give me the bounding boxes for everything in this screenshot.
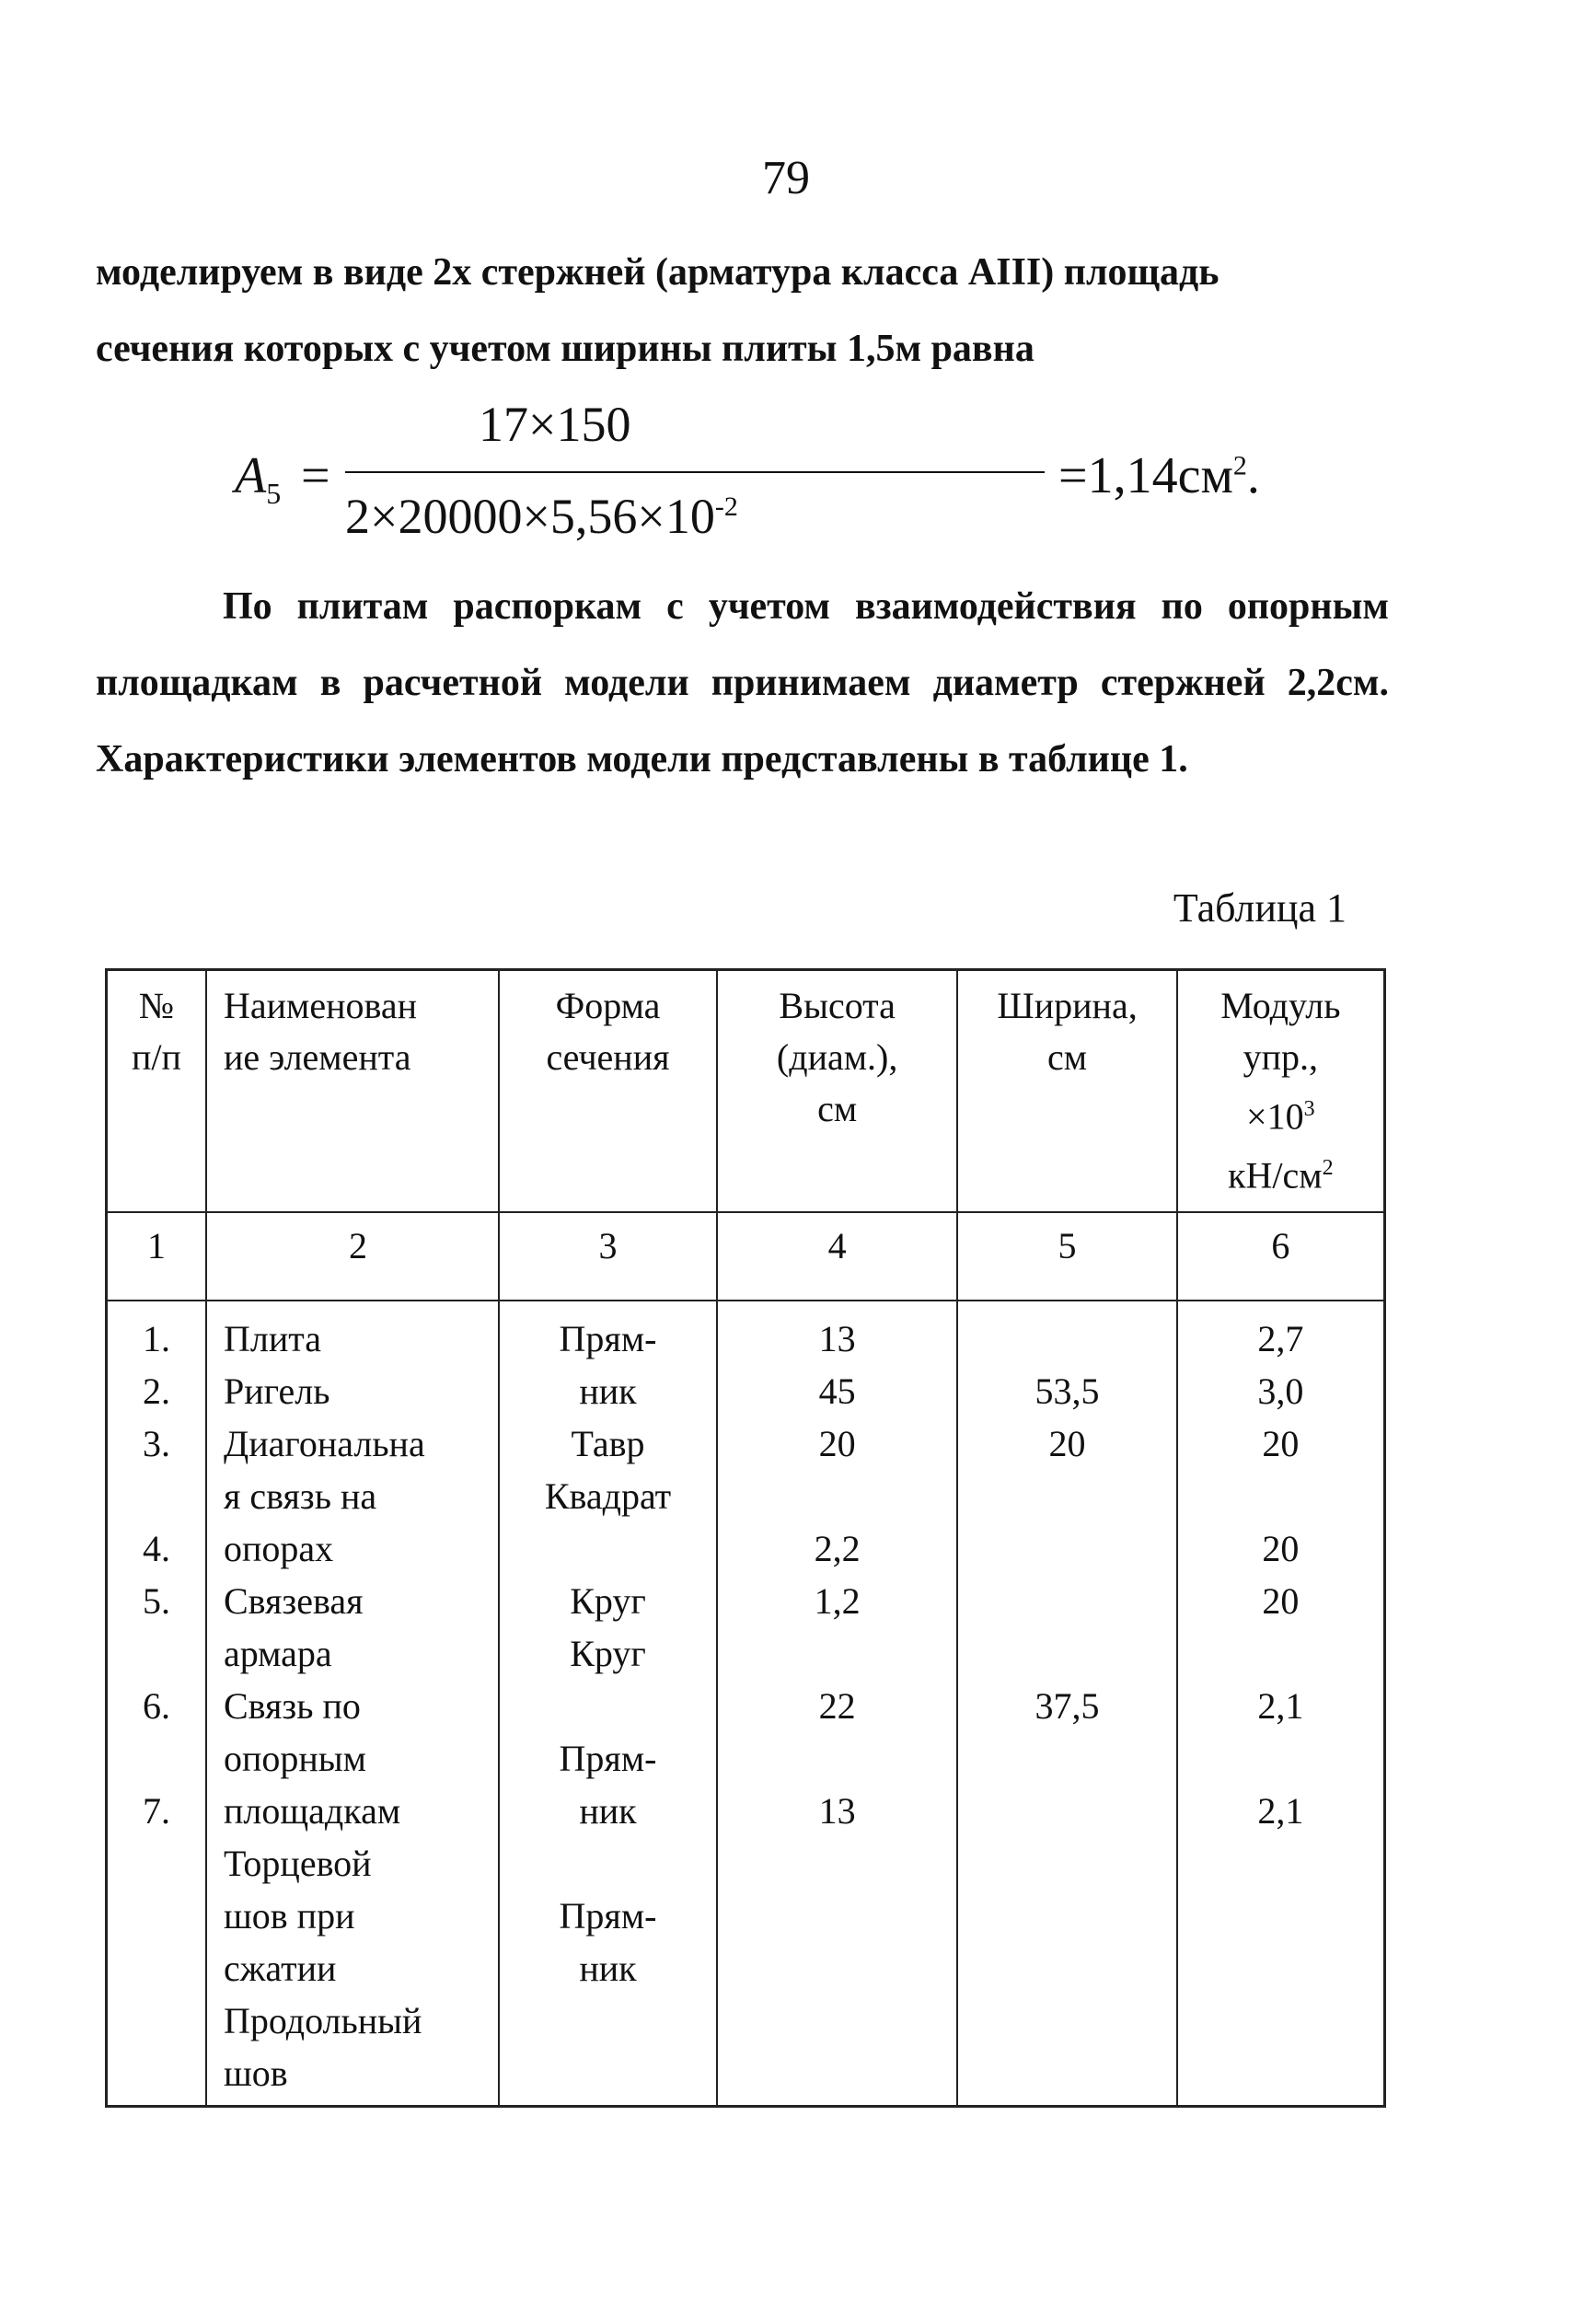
cell-width (957, 1522, 1176, 1575)
cell-modulus (1177, 1890, 1385, 1942)
cell-form: Прям- (499, 1301, 717, 1365)
table-body (107, 1301, 1385, 2107)
cell-height (717, 1837, 958, 1890)
formula-a5 (235, 396, 1260, 552)
table-row (107, 1890, 1385, 1942)
formula-equals: = (301, 447, 330, 504)
cell-no: 7. (107, 1785, 206, 1837)
cell-modulus: 2,1 (1177, 1785, 1385, 1837)
cell-no (107, 1627, 206, 1680)
cell-no (107, 1994, 206, 2047)
cell-name: сжатии (206, 1942, 499, 1994)
cell-no: 2. (107, 1365, 206, 1417)
cell-modulus: 20 (1177, 1417, 1385, 1470)
cell-height (717, 1994, 958, 2047)
cell-width (957, 1575, 1176, 1627)
cell-name: Связевая (206, 1575, 499, 1627)
column-number: 4 (717, 1212, 958, 1301)
table-row (107, 1470, 1385, 1522)
cell-no: 6. (107, 1680, 206, 1732)
cell-no: 1. (107, 1301, 206, 1365)
table-row (107, 1365, 1385, 1417)
header-width: Ширина, см (957, 970, 1176, 1212)
cell-form (499, 1680, 717, 1732)
cell-modulus (1177, 1627, 1385, 1680)
fraction-bar (345, 471, 1045, 473)
table-row (107, 1575, 1385, 1627)
column-number: 2 (206, 1212, 499, 1301)
cell-width (957, 1994, 1176, 2047)
cell-modulus: 3,0 (1177, 1365, 1385, 1417)
cell-width: 53,5 (957, 1365, 1176, 1417)
formula-denominator: $2\times 20000\times 5,56\times 10^{-2}$ (345, 489, 738, 544)
cell-no: 4. (107, 1522, 206, 1575)
cell-name: опорным (206, 1732, 499, 1785)
cell-form: Тавр (499, 1417, 717, 1470)
paragraph-line: сечения которых с учетом ширины плиты 1,5м равна (96, 328, 1035, 370)
cell-width (957, 1301, 1176, 1365)
cell-name: площадкам (206, 1785, 499, 1837)
cell-modulus (1177, 1470, 1385, 1522)
cell-name: Продольный (206, 1994, 499, 2047)
cell-form: Прям- (499, 1890, 717, 1942)
cell-form: Квадрат (499, 1470, 717, 1522)
cell-no (107, 1837, 206, 1890)
cell-name: армара (206, 1627, 499, 1680)
cell-width (957, 2047, 1176, 2107)
cell-height (717, 1942, 958, 1994)
table-row (107, 1627, 1385, 1680)
cell-form: ник (499, 1942, 717, 1994)
cell-no (107, 1470, 206, 1522)
table-row (107, 1942, 1385, 1994)
cell-no: 5. (107, 1575, 206, 1627)
table-row (107, 1785, 1385, 1837)
header-form: Форма сечения (499, 970, 717, 1212)
cell-width (957, 1942, 1176, 1994)
formula-lhs: $A_5$ (235, 447, 282, 511)
paragraph-intro (96, 235, 1389, 387)
cell-form: Круг (499, 1627, 717, 1680)
cell-name: шов (206, 2047, 499, 2107)
column-number: 3 (499, 1212, 717, 1301)
cell-name: Связь по (206, 1680, 499, 1732)
table-row (107, 2047, 1385, 2107)
paragraph-line: моделируем в виде 2х стержней (арматура класса АIII) площадь (96, 251, 1219, 294)
cell-height (717, 1627, 958, 1680)
characteristics-table (105, 968, 1386, 2108)
cell-form: ник (499, 1785, 717, 1837)
cell-name: опорах (206, 1522, 499, 1575)
cell-height: 22 (717, 1680, 958, 1732)
table-row (107, 1994, 1385, 2047)
cell-width (957, 1890, 1176, 1942)
cell-no (107, 2047, 206, 2107)
cell-form: Круг (499, 1575, 717, 1627)
column-number: 1 (107, 1212, 206, 1301)
cell-modulus (1177, 1837, 1385, 1890)
cell-modulus: 2,7 (1177, 1301, 1385, 1365)
cell-height: 2,2 (717, 1522, 958, 1575)
table-row (107, 1522, 1385, 1575)
cell-form (499, 2047, 717, 2107)
cell-height (717, 2047, 958, 2107)
cell-modulus (1177, 1732, 1385, 1785)
cell-name: Торцевой (206, 1837, 499, 1890)
cell-height: 20 (717, 1417, 958, 1470)
formula-numerator: 17×150 (479, 397, 631, 452)
cell-height (717, 1470, 958, 1522)
cell-width (957, 1627, 1176, 1680)
cell-no (107, 1732, 206, 1785)
cell-no: 3. (107, 1417, 206, 1470)
cell-height: 45 (717, 1365, 958, 1417)
cell-no (107, 1942, 206, 1994)
cell-form (499, 1994, 717, 2047)
cell-name: Плита (206, 1301, 499, 1365)
cell-width (957, 1785, 1176, 1837)
header-no: № п/п (107, 970, 206, 1212)
cell-no (107, 1890, 206, 1942)
cell-height (717, 1732, 958, 1785)
cell-name: Диагональна (206, 1417, 499, 1470)
cell-width: 37,5 (957, 1680, 1176, 1732)
column-number: 5 (957, 1212, 1176, 1301)
cell-form (499, 1522, 717, 1575)
header-height: Высота (диам.), см (717, 970, 958, 1212)
header-modulus: Модуль упр., $\times 10^3$ $кН/см^2$ (1177, 970, 1385, 1212)
cell-form: ник (499, 1365, 717, 1417)
column-number-row (107, 1212, 1385, 1301)
cell-width (957, 1837, 1176, 1890)
column-number: 6 (1177, 1212, 1385, 1301)
cell-width (957, 1732, 1176, 1785)
cell-height (717, 1890, 958, 1942)
table-caption: Таблица 1 (1173, 885, 1347, 931)
cell-height: 13 (717, 1785, 958, 1837)
table-row (107, 1837, 1385, 1890)
cell-modulus (1177, 2047, 1385, 2107)
cell-width (957, 1470, 1176, 1522)
cell-name: Ригель (206, 1365, 499, 1417)
paragraph-main: По плитам распоркам с учетом взаимодействия по опорным площадкам в расчетной модели принимаем диаметр стержней 2,2см. Характеристики элементов модели представлены в таблице 1. (96, 585, 1389, 780)
cell-modulus: 20 (1177, 1522, 1385, 1575)
cell-form: Прям- (499, 1732, 717, 1785)
cell-modulus: 20 (1177, 1575, 1385, 1627)
table-row (107, 1732, 1385, 1785)
cell-name: я связь на (206, 1470, 499, 1522)
cell-modulus (1177, 1942, 1385, 1994)
table-row (107, 1680, 1385, 1732)
cell-height: 13 (717, 1301, 958, 1365)
formula-result: $=1,14см^2$. (1058, 447, 1260, 504)
cell-name: шов при (206, 1890, 499, 1942)
table-header-row (107, 970, 1385, 1212)
page-number: 79 (762, 152, 810, 204)
cell-width: 20 (957, 1417, 1176, 1470)
table-row (107, 1417, 1385, 1470)
cell-modulus (1177, 1994, 1385, 2047)
cell-height: 1,2 (717, 1575, 958, 1627)
cell-modulus: 2,1 (1177, 1680, 1385, 1732)
table-row (107, 1301, 1385, 1365)
header-name: Наименован ие элемента (206, 970, 499, 1212)
cell-form (499, 1837, 717, 1890)
